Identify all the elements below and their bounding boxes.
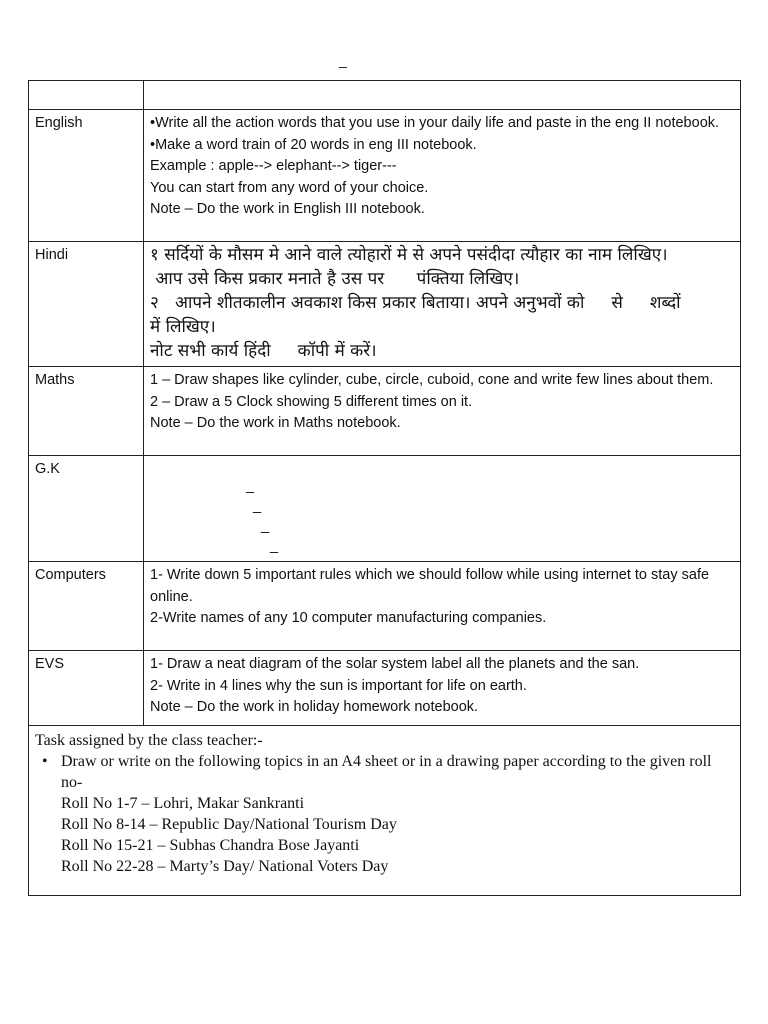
task-cell [144,651,741,726]
task-line: 1- Draw a neat diagram of the solar system label all the planets and the san. [150,656,640,672]
roll-assignment: Roll No 8-14 – Republic Day/National Tourism Day [61,816,397,833]
header-subject-cell [29,81,144,110]
task-line: Note – Do the work in English III notebook. [150,201,425,217]
class-teacher-list [35,751,734,877]
blank-line: _ [253,498,262,514]
task-line: नोट सभी कार्य हिंदी कॉपी में करें। [150,341,377,361]
subject-row-evs [29,651,741,726]
task-cell [144,562,741,651]
blank-line: _ [270,538,279,554]
class-teacher-item [42,751,734,877]
class-teacher-instruction: Draw or write on the following topics in an A4 sheet or in a drawing paper according to the given roll no- [61,753,712,791]
task-line: You can start from any word of your choice. [150,179,429,196]
header-task-cell [144,81,741,110]
task-cell [144,367,741,456]
blank-line: _ [246,478,255,494]
task-line: Note – Do the work in holiday homework notebook. [150,699,479,715]
subject-row-maths [29,367,741,456]
task-line: 2- Write in 4 lines why the sun is important for life on earth. [150,677,527,694]
class-teacher-row [29,726,741,896]
task-line: 1- Write down 5 important rules which we should follow while using internet to stay safe online. [150,567,710,605]
task-line: में लिखिए। [150,317,216,337]
subject-row-gk [29,456,741,562]
task-line: १ सर्दियों के मौसम मे आने वाले त्योहारों मे से अपने पसंदीदा त्यौहार का नाम लिखिए। [150,245,668,265]
roll-assignment: Roll No 1-7 – Lohri, Makar Sankranti [61,795,305,812]
blank-line: _ [261,518,270,534]
subject-row-english [29,110,741,242]
class-teacher-heading: Task assigned by the class teacher:- [35,732,263,749]
task-line: •Write all the action words that you use in your daily life and paste in the eng II notebook. [150,115,720,131]
task-cell [144,456,741,562]
subject-name: Computers [29,562,144,651]
roll-assignment: Roll No 22-28 – Marty’s Day/ National Voters Day [61,858,389,875]
subject-name: EVS [29,651,144,726]
task-line: Note – Do the work in Maths notebook. [150,415,401,431]
task-line: Example : apple--> elephant--> tiger--- [150,158,397,174]
class-teacher-cell [29,726,741,896]
task-cell [144,110,741,242]
bullet-icon: • [42,753,48,770]
task-line: 1 – Draw shapes like cylinder, cube, circle, cuboid, cone and write few lines about them. [150,372,714,388]
subject-name: Hindi [29,242,144,367]
task-line: आप उसे किस प्रकार मनाते है उस पर पंक्तिया लिखिए। [150,269,520,289]
task-line: •Make a word train of 20 words in eng III notebook. [150,136,477,153]
subject-row-computers [29,562,741,651]
header-row [29,81,741,110]
task-line: 2 – Draw a 5 Clock showing 5 different times on it. [150,393,473,410]
homework-table [28,80,741,896]
task-cell [144,242,741,367]
subject-row-hindi [29,242,741,367]
task-line: 2-Write names of any 10 computer manufacturing companies. [150,610,547,626]
subject-name: English [29,110,144,242]
subject-name: G.K [29,456,144,562]
roll-assignment: Roll No 15-21 – Subhas Chandra Bose Jayanti [61,837,360,854]
subject-name: Maths [29,367,144,456]
top-mark: _ [339,52,347,68]
task-line: २ आपने शीतकालीन अवकाश किस प्रकार बिताया। अपने अनुभवों को से शब्दों [150,293,681,313]
